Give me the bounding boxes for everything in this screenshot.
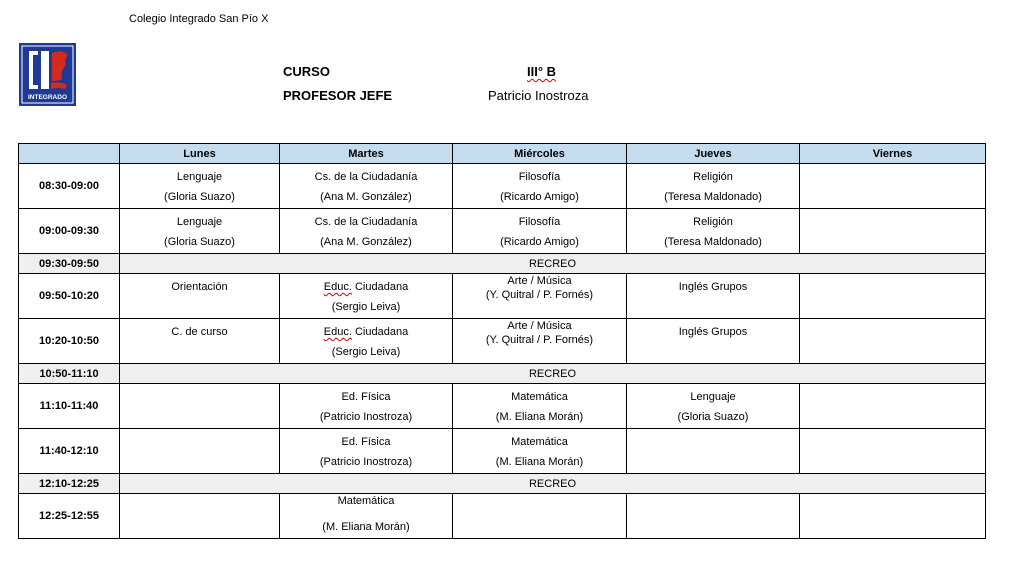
day-header: Viernes [800, 144, 986, 164]
break-row [19, 474, 986, 494]
class-cell [800, 274, 986, 319]
time-cell: 11:40-12:10 [19, 429, 120, 474]
class-cell [627, 429, 800, 474]
profesor-value: Patricio Inostroza [488, 88, 589, 103]
day-header: Jueves [627, 144, 800, 164]
day-header: Martes [280, 144, 453, 164]
class-cell: Religión (Teresa Maldonado) [627, 164, 800, 209]
time-cell: 10:20-10:50 [19, 319, 120, 364]
school-name: Colegio Integrado San Pío X [129, 13, 269, 25]
class-cell [120, 494, 280, 539]
time-cell: 10:50-11:10 [19, 364, 120, 384]
class-cell [800, 164, 986, 209]
time-cell: 12:25-12:55 [19, 494, 120, 539]
time-cell: 12:10-12:25 [19, 474, 120, 494]
school-logo [19, 43, 76, 106]
time-cell: 08:30-09:00 [19, 164, 120, 209]
time-cell: 09:30-09:50 [19, 254, 120, 274]
class-cell: Educ. Ciudadana (Sergio Leiva) [280, 274, 453, 319]
class-cell: Religión (Teresa Maldonado) [627, 209, 800, 254]
class-cell: Inglés Grupos [627, 319, 800, 364]
schedule-table [18, 143, 986, 539]
break-cell: RECREO [120, 254, 986, 274]
class-cell [120, 429, 280, 474]
schedule-row [19, 494, 986, 539]
class-cell [627, 494, 800, 539]
class-cell [800, 319, 986, 364]
class-cell: Matemática (M. Eliana Morán) [453, 429, 627, 474]
class-cell: Filosofía (Ricardo Amigo) [453, 209, 627, 254]
class-cell: Matemática (M. Eliana Morán) [453, 384, 627, 429]
schedule-row [19, 164, 986, 209]
class-cell: Inglés Grupos [627, 274, 800, 319]
class-cell [800, 494, 986, 539]
header-row [19, 144, 986, 164]
class-cell: Lenguaje (Gloria Suazo) [627, 384, 800, 429]
class-cell: Matemática (M. Eliana Morán) [280, 494, 453, 539]
schedule-row [19, 274, 986, 319]
day-header: Miércoles [453, 144, 627, 164]
curso-value: III° B [527, 64, 557, 79]
break-row [19, 364, 986, 384]
class-cell: Educ. Ciudadana (Sergio Leiva) [280, 319, 453, 364]
class-cell: Lenguaje (Gloria Suazo) [120, 164, 280, 209]
class-cell: Cs. de la Ciudadanía (Ana M. González) [280, 164, 453, 209]
schedule-row [19, 319, 986, 364]
class-cell [800, 429, 986, 474]
class-cell: Cs. de la Ciudadanía (Ana M. González) [280, 209, 453, 254]
class-cell: Orientación [120, 274, 280, 319]
break-row [19, 254, 986, 274]
class-cell [453, 494, 627, 539]
class-cell: Ed. Física (Patricio Inostroza) [280, 384, 453, 429]
profesor-label: PROFESOR JEFE [283, 88, 393, 103]
time-cell: 09:00-09:30 [19, 209, 120, 254]
time-header [19, 144, 120, 164]
break-cell: RECREO [120, 364, 986, 384]
class-cell: Arte / Música (Y. Quitral / P. Fornés) [453, 274, 627, 319]
class-cell: Filosofía (Ricardo Amigo) [453, 164, 627, 209]
break-cell: RECREO [120, 474, 986, 494]
schedule-row [19, 209, 986, 254]
class-cell [800, 384, 986, 429]
curso-label: CURSO [283, 64, 330, 79]
class-cell [800, 209, 986, 254]
class-cell: Ed. Física (Patricio Inostroza) [280, 429, 453, 474]
class-cell: Arte / Música (Y. Quitral / P. Fornés) [453, 319, 627, 364]
day-header: Lunes [120, 144, 280, 164]
time-cell: 09:50-10:20 [19, 274, 120, 319]
class-cell [120, 384, 280, 429]
schedule-row [19, 384, 986, 429]
class-cell: Lenguaje (Gloria Suazo) [120, 209, 280, 254]
class-cell: C. de curso [120, 319, 280, 364]
schedule-row [19, 429, 986, 474]
logo-text: INTEGRADO [28, 94, 67, 101]
time-cell: 11:10-11:40 [19, 384, 120, 429]
